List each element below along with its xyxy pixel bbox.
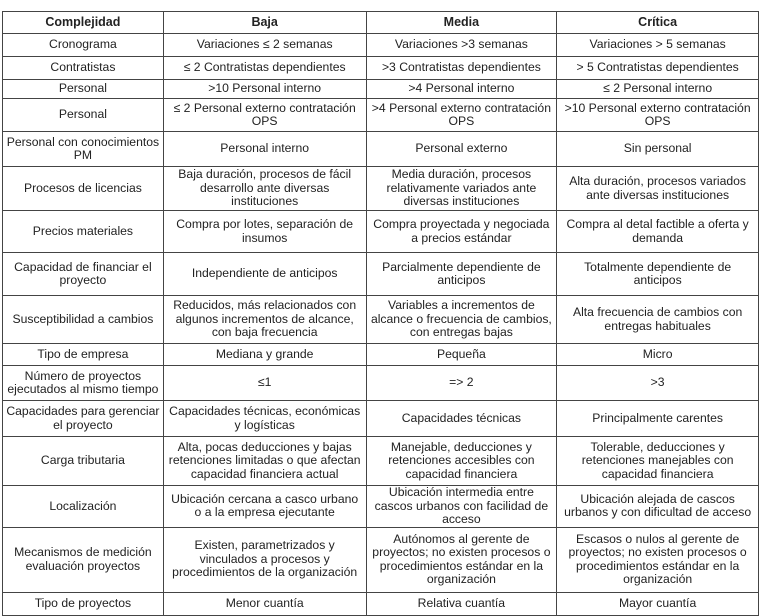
cell-critica: Micro <box>557 344 759 366</box>
cell-media: Media duración, procesos relativamente variados ante diversas instituciones <box>366 167 557 211</box>
table-row <box>3 592 759 615</box>
cell-criterion: Número de proyectos ejecutados al mismo tiempo <box>3 366 164 401</box>
cell-critica: Tolerable, deducciones y retenciones manejables con capacidad financiera <box>557 437 759 486</box>
header-media: Media <box>366 12 557 34</box>
header-complejidad: Complejidad <box>3 12 164 34</box>
cell-baja: Baja duración, procesos de fácil desarrollo ante diversas instituciones <box>163 167 366 211</box>
cell-media: Compra proyectada y negociada a precios estándar <box>366 211 557 253</box>
cell-critica: > 5 Contratistas dependientes <box>557 57 759 80</box>
header-row <box>3 12 759 34</box>
cell-media: Parcialmente dependiente de anticipos <box>366 253 557 296</box>
cell-criterion: Capacidades para gerenciar el proyecto <box>3 401 164 437</box>
table-body <box>3 34 759 616</box>
table-row <box>3 57 759 80</box>
header-baja: Baja <box>163 12 366 34</box>
table-row <box>3 80 759 99</box>
cell-criterion: Localización <box>3 486 164 528</box>
table-row <box>3 99 759 132</box>
cell-baja: Independiente de anticipos <box>163 253 366 296</box>
cell-media: Variables a incrementos de alcance o frecuencia de cambios, con entregas bajas <box>366 296 557 344</box>
cell-critica: Compra al detal factible a oferta y demanda <box>557 211 759 253</box>
cell-criterion: Tipo de proyectos <box>3 592 164 615</box>
cell-critica: Alta duración, procesos variados ante diversas instituciones <box>557 167 759 211</box>
cell-criterion: Personal <box>3 99 164 132</box>
cell-media: >3 Contratistas dependientes <box>366 57 557 80</box>
cell-media: Pequeña <box>366 344 557 366</box>
cell-baja: Alta, pocas deducciones y bajas retenciones limitadas o que afectan capacidad financiera actual <box>163 437 366 486</box>
cell-criterion: Contratistas <box>3 57 164 80</box>
table-row <box>3 437 759 486</box>
cell-media: Ubicación intermedia entre cascos urbanos con facilidad de acceso <box>366 486 557 528</box>
cell-criterion: Mecanismos de medición evaluación proyectos <box>3 527 164 592</box>
cell-critica: Ubicación alejada de cascos urbanos y con dificultad de acceso <box>557 486 759 528</box>
cell-critica: >3 <box>557 366 759 401</box>
cell-baja: Mediana y grande <box>163 344 366 366</box>
cell-criterion: Susceptibilidad a cambios <box>3 296 164 344</box>
table-row <box>3 296 759 344</box>
cell-media: >4 Personal externo contratación OPS <box>366 99 557 132</box>
cell-criterion: Procesos de licencias <box>3 167 164 211</box>
cell-baja: Personal interno <box>163 132 366 167</box>
table-row <box>3 527 759 592</box>
table-row <box>3 253 759 296</box>
cell-baja: ≤ 2 Personal externo contratación OPS <box>163 99 366 132</box>
table-row <box>3 401 759 437</box>
cell-criterion: Personal <box>3 80 164 99</box>
table-row <box>3 132 759 167</box>
cell-criterion: Capacidad de financiar el proyecto <box>3 253 164 296</box>
cell-media: Personal externo <box>366 132 557 167</box>
table-row <box>3 366 759 401</box>
cell-criterion: Personal con conocimientos PM <box>3 132 164 167</box>
cell-criterion: Precios materiales <box>3 211 164 253</box>
cell-critica: >10 Personal externo contratación OPS <box>557 99 759 132</box>
table-row <box>3 167 759 211</box>
cell-baja: Capacidades técnicas, económicas y logísticas <box>163 401 366 437</box>
cell-baja: Variaciones ≤ 2 semanas <box>163 34 366 57</box>
header-critica: Crítica <box>557 12 759 34</box>
cell-baja: Reducidos, más relacionados con algunos incrementos de alcance, con baja frecuencia <box>163 296 366 344</box>
cell-critica: Alta frecuencia de cambios con entregas habituales <box>557 296 759 344</box>
cell-media: Capacidades técnicas <box>366 401 557 437</box>
cell-media: Relativa cuantía <box>366 592 557 615</box>
cell-critica: Mayor cuantía <box>557 592 759 615</box>
table-row <box>3 211 759 253</box>
cell-baja: >10 Personal interno <box>163 80 366 99</box>
cell-criterion: Carga tributaria <box>3 437 164 486</box>
cell-media: Autónomos al gerente de proyectos; no existen procesos o procedimientos estándar en la organización <box>366 527 557 592</box>
cell-baja: Ubicación cercana a casco urbano o a la empresa ejecutante <box>163 486 366 528</box>
cell-baja: ≤1 <box>163 366 366 401</box>
cell-critica: Sin personal <box>557 132 759 167</box>
cell-critica: Variaciones > 5 semanas <box>557 34 759 57</box>
cell-critica: Totalmente dependiente de anticipos <box>557 253 759 296</box>
cell-media: Manejable, deducciones y retenciones accesibles con capacidad financiera <box>366 437 557 486</box>
complexity-table <box>2 11 759 616</box>
table-row <box>3 486 759 528</box>
cell-baja: Compra por lotes, separación de insumos <box>163 211 366 253</box>
cell-baja: Existen, parametrizados y vinculados a procesos y procedimientos de la organización <box>163 527 366 592</box>
cell-media: => 2 <box>366 366 557 401</box>
cell-baja: ≤ 2 Contratistas dependientes <box>163 57 366 80</box>
cell-critica: Principalmente carentes <box>557 401 759 437</box>
table-row <box>3 344 759 366</box>
cell-baja: Menor cuantía <box>163 592 366 615</box>
cell-critica: ≤ 2 Personal interno <box>557 80 759 99</box>
cell-criterion: Cronograma <box>3 34 164 57</box>
cell-media: >4 Personal interno <box>366 80 557 99</box>
cell-criterion: Tipo de empresa <box>3 344 164 366</box>
cell-media: Variaciones >3 semanas <box>366 34 557 57</box>
cell-critica: Escasos o nulos al gerente de proyectos; no existen procesos o procedimientos estándar en la organización <box>557 527 759 592</box>
table-row <box>3 34 759 57</box>
